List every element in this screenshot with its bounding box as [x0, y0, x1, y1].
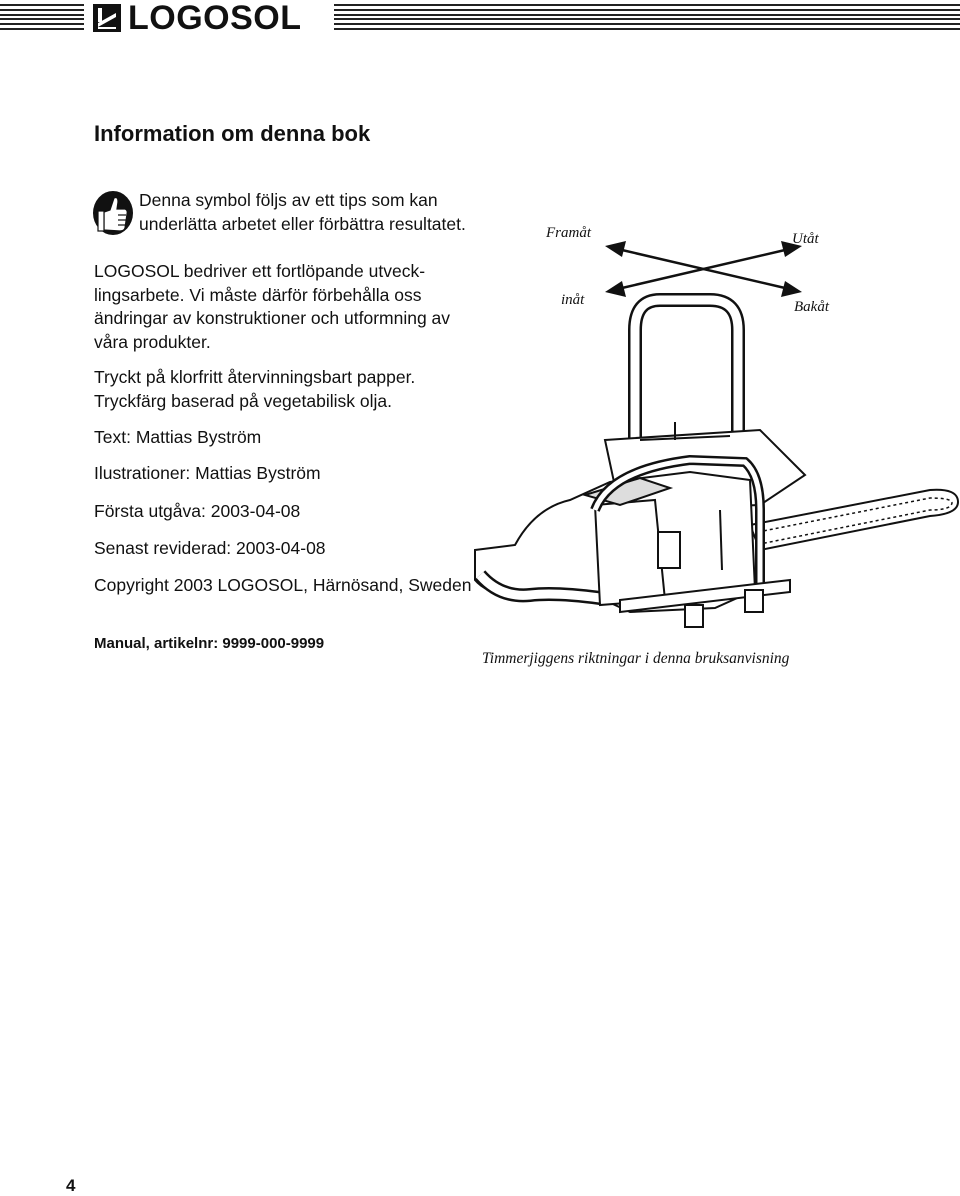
manual-number: Manual, artikelnr: 9999-000-9999: [94, 635, 325, 652]
illustration-caption: Timmerjiggens riktningar i denna bruksanvisning: [482, 650, 790, 667]
tip-symbol-text: Denna symbol följs av ett tips som kan underlätta arbetet eller förbättra resultatet.: [139, 190, 466, 234]
paper-info: [94, 366, 474, 413]
label-forward: Framåt: [546, 225, 591, 241]
label-backward: Bakåt: [794, 299, 829, 315]
development-notice: LOGOSOL bedriver ett fortlöpande utveck-lingsarbete. Vi måste därför förbehålla oss ändringar av konstruktioner och utformning av våra produkter.: [94, 261, 451, 352]
chainsaw-body: [475, 460, 790, 627]
label-inward: inåt: [561, 292, 585, 308]
first-edition: Första utgåva: 2003-04-08: [94, 501, 301, 521]
page-number: 4: [66, 1176, 76, 1195]
paper-line-1: Tryckt på klorfritt återvinningsbart papper.: [94, 367, 416, 387]
saw-bar: [750, 490, 958, 550]
header-rule-left: [0, 4, 84, 30]
logo-icon: [92, 3, 122, 33]
last-revised: Senast reviderad: 2003-04-08: [94, 538, 326, 558]
page-title: Information om denna bok: [94, 121, 371, 146]
logo-wordmark: LOGOSOL: [128, 0, 302, 37]
copyright: Copyright 2003 LOGOSOL, Härnösand, Sweden: [94, 575, 472, 595]
header-rule-right: [334, 4, 960, 30]
text-credit: Text: Mattias Byström: [94, 427, 262, 447]
label-outward: Utåt: [792, 231, 819, 247]
page-header: [0, 0, 960, 40]
thumbs-up-icon: [92, 190, 134, 236]
paper-line-2: Tryckfärg baserad på vegetabilisk olja.: [94, 390, 392, 411]
direction-arrows: [605, 241, 802, 297]
illustration-credit: Ilustrationer: Mattias Byström: [94, 463, 321, 483]
timber-jig-illustration: [460, 210, 960, 690]
